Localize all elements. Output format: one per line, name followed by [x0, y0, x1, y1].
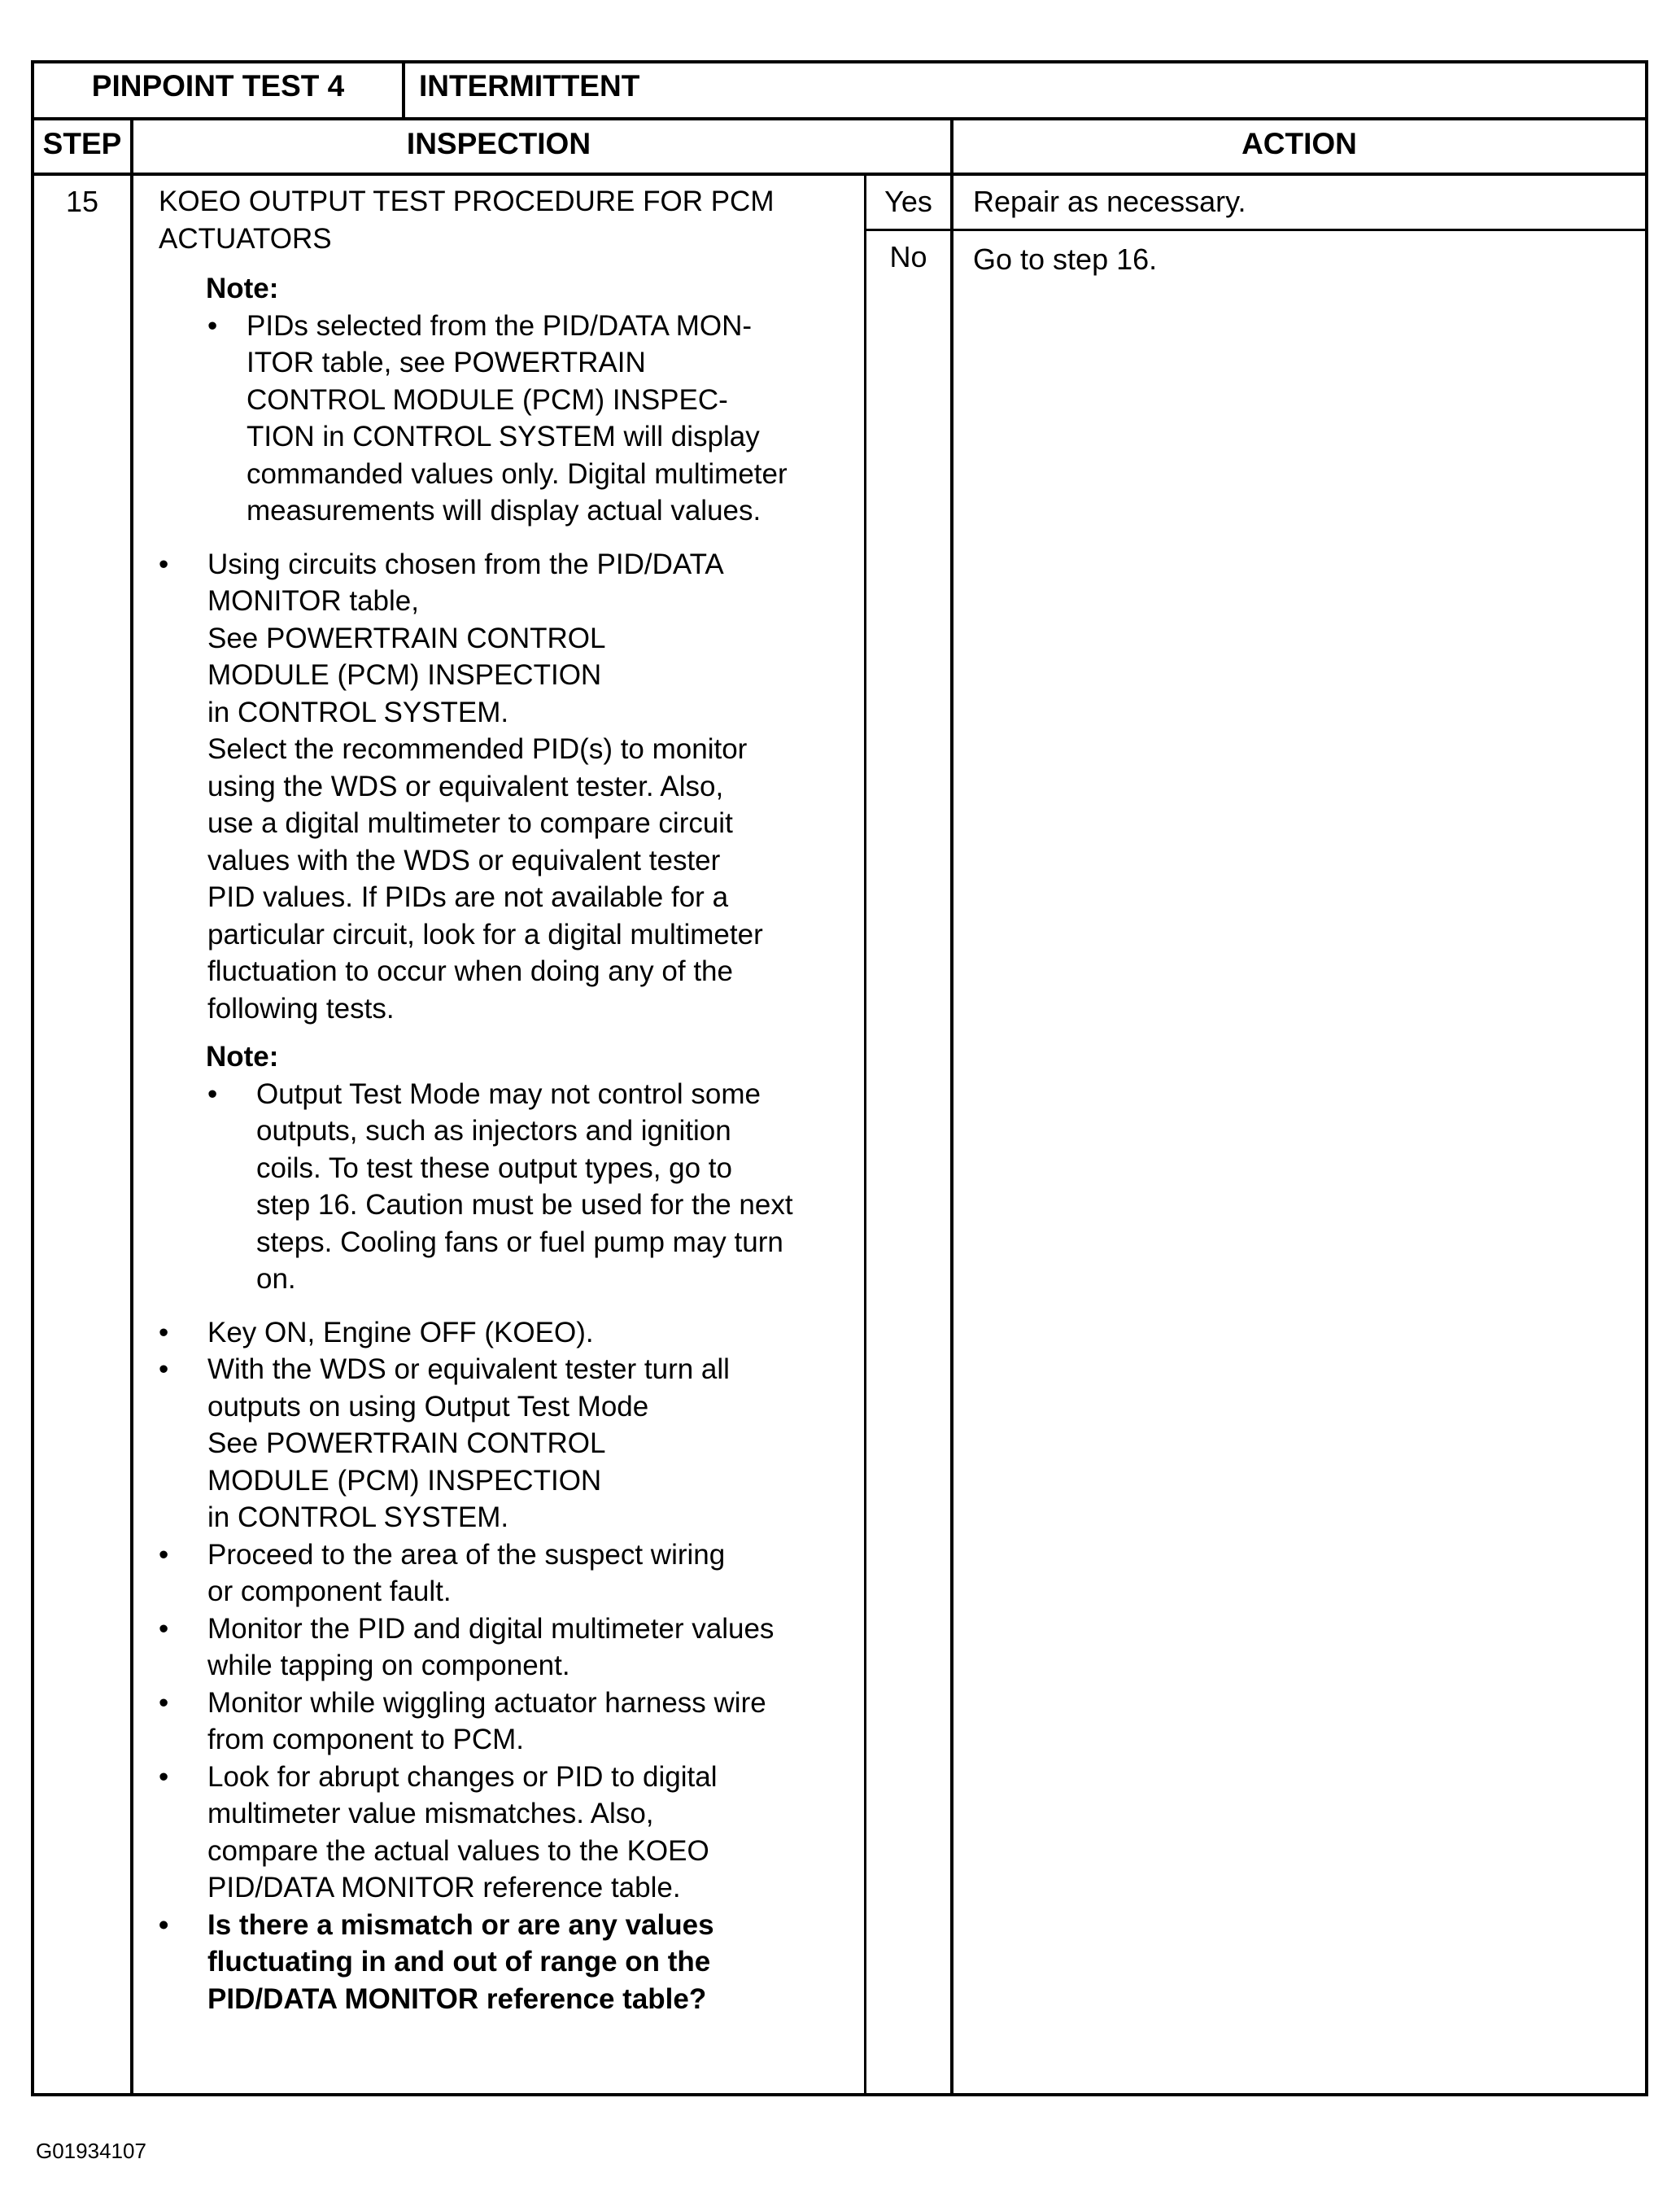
- procedure-line: while tapping on component.: [207, 1650, 570, 1681]
- bullet-icon: •: [207, 309, 218, 342]
- note-line: steps. Cooling fans or fuel pump may turn: [256, 1226, 783, 1258]
- note-heading: Note:: [206, 273, 279, 304]
- procedure-line: Select the recommended PID(s) to monitor: [207, 733, 748, 765]
- procedure-line: MODULE (PCM) INSPECTION: [207, 1464, 602, 1497]
- note-line: TION in CONTROL SYSTEM will display: [247, 421, 760, 452]
- procedure-bullet: [159, 1759, 850, 1907]
- pinpoint-test-name: INTERMITTENT: [419, 69, 640, 103]
- bullet-icon: •: [159, 1353, 169, 1385]
- note-2-item: [207, 1076, 850, 1298]
- note-line: outputs, such as injectors and ignition: [256, 1115, 731, 1147]
- yes-action: Repair as necessary.: [973, 185, 1246, 218]
- procedure-title: [159, 183, 850, 257]
- procedure-bullet: [159, 1314, 850, 1352]
- note-line: on.: [256, 1263, 296, 1295]
- action-column-header: ACTION: [1241, 127, 1357, 160]
- question-line: Is there a mismatch or are any values: [207, 1908, 714, 1941]
- note-line: Output Test Mode may not control some: [256, 1077, 761, 1110]
- note-line: CONTROL MODULE (PCM) INSPEC-: [247, 383, 728, 416]
- inspection-column-header: INSPECTION: [406, 127, 591, 160]
- procedure-line: fluctuation to occur when doing any of the: [207, 955, 733, 987]
- procedure-bullet: [159, 1685, 850, 1759]
- procedure-line: following tests.: [207, 992, 395, 1025]
- note-2: [206, 1038, 850, 1298]
- procedure-line: See POWERTRAIN CONTROL: [207, 622, 606, 654]
- bullet-icon: •: [159, 1538, 169, 1571]
- question-line: fluctuating in and out of range on the: [207, 1946, 711, 1978]
- bullet-icon: •: [159, 1316, 169, 1348]
- procedure-bullet: [159, 1351, 850, 1536]
- bullet-icon: •: [207, 1077, 218, 1110]
- procedure-line: values with the WDS or equivalent tester: [207, 844, 721, 876]
- title-divider: [402, 60, 405, 119]
- procedure-bullets: [159, 1314, 850, 2018]
- procedure-line: MODULE (PCM) INSPECTION: [207, 659, 602, 691]
- yes-no-column-divider: [950, 117, 953, 2096]
- no-action: Go to step 16.: [973, 243, 1158, 276]
- procedure-line: outputs on using Output Test Mode: [207, 1390, 649, 1423]
- procedure-line: from component to PCM.: [207, 1724, 525, 1755]
- procedure-bullet: [159, 1536, 850, 1611]
- inspection-column-divider: [864, 173, 866, 2096]
- procedure-line: using the WDS or equivalent tester. Also,: [207, 770, 724, 802]
- procedure-line: Monitor the PID and digital multimeter values: [207, 1612, 775, 1645]
- column-header-divider: [31, 173, 1648, 176]
- yes-no-divider: [864, 229, 1648, 231]
- procedure-line: compare the actual values to the KOEO: [207, 1834, 709, 1867]
- pinpoint-test-label: PINPOINT TEST 4: [91, 69, 345, 103]
- procedure-line: in CONTROL SYSTEM.: [207, 696, 509, 728]
- procedure-line: multimeter value mismatches. Also,: [207, 1798, 654, 1829]
- procedure-bullet: [159, 1611, 850, 1685]
- note-line: commanded values only. Digital multimeter: [247, 457, 788, 490]
- note-line: coils. To test these output types, go to: [256, 1152, 732, 1184]
- note-1: [206, 270, 850, 530]
- bullet-icon: •: [159, 1760, 169, 1793]
- procedure-line: PID/DATA MONITOR reference table.: [207, 1872, 681, 1903]
- procedure-line: See POWERTRAIN CONTROL: [207, 1427, 606, 1459]
- procedure-line: use a digital multimeter to compare circuit: [207, 807, 733, 839]
- procedure-line: in CONTROL SYSTEM.: [207, 1501, 509, 1533]
- procedure-line: Proceed to the area of the suspect wiring: [207, 1538, 726, 1571]
- procedure-line: MONITOR table,: [207, 585, 419, 617]
- procedure-line: Key ON, Engine OFF (KOEO).: [207, 1316, 594, 1348]
- step-column-divider: [130, 117, 133, 2096]
- bullet-icon: •: [159, 1686, 169, 1719]
- bullet-icon: •: [159, 548, 169, 580]
- procedure-line: particular circuit, look for a digital multimeter: [207, 918, 763, 951]
- procedure-line: PID values. If PIDs are not available for a: [207, 881, 729, 913]
- procedure-line: or component fault.: [207, 1576, 452, 1607]
- bullet-icon: •: [159, 1612, 169, 1645]
- procedure-title-line: ACTUATORS: [159, 222, 332, 255]
- yes-label: Yes: [884, 185, 932, 218]
- procedure-title-line: KOEO OUTPUT TEST PROCEDURE FOR PCM: [159, 186, 775, 217]
- step-column-header: STEP: [42, 127, 122, 160]
- note-line: step 16. Caution must be used for the next: [256, 1189, 793, 1221]
- procedure-step-a: [159, 546, 850, 1028]
- header-divider: [31, 117, 1648, 120]
- question-line: PID/DATA MONITOR reference table?: [207, 1982, 707, 2015]
- procedure-line: With the WDS or equivalent tester turn all: [207, 1353, 730, 1385]
- bullet-icon: •: [159, 1908, 169, 1941]
- note-heading: Note:: [206, 1041, 279, 1073]
- note-line: measurements will display actual values.: [247, 495, 761, 527]
- note-line: ITOR table, see POWERTRAIN: [247, 347, 646, 378]
- step-number: 15: [65, 185, 99, 218]
- procedure-question: [159, 1907, 850, 2018]
- procedure-line: Look for abrupt changes or PID to digital: [207, 1760, 718, 1793]
- note-1-item: [207, 308, 850, 530]
- note-line: PIDs selected from the PID/DATA MON-: [247, 309, 753, 342]
- procedure-line: Using circuits chosen from the PID/DATA: [207, 548, 724, 580]
- no-label: No: [889, 240, 927, 273]
- figure-id: G01934107: [36, 2139, 146, 2163]
- procedure-line: Monitor while wiggling actuator harness wire: [207, 1686, 766, 1719]
- inspection-content: [159, 183, 850, 2017]
